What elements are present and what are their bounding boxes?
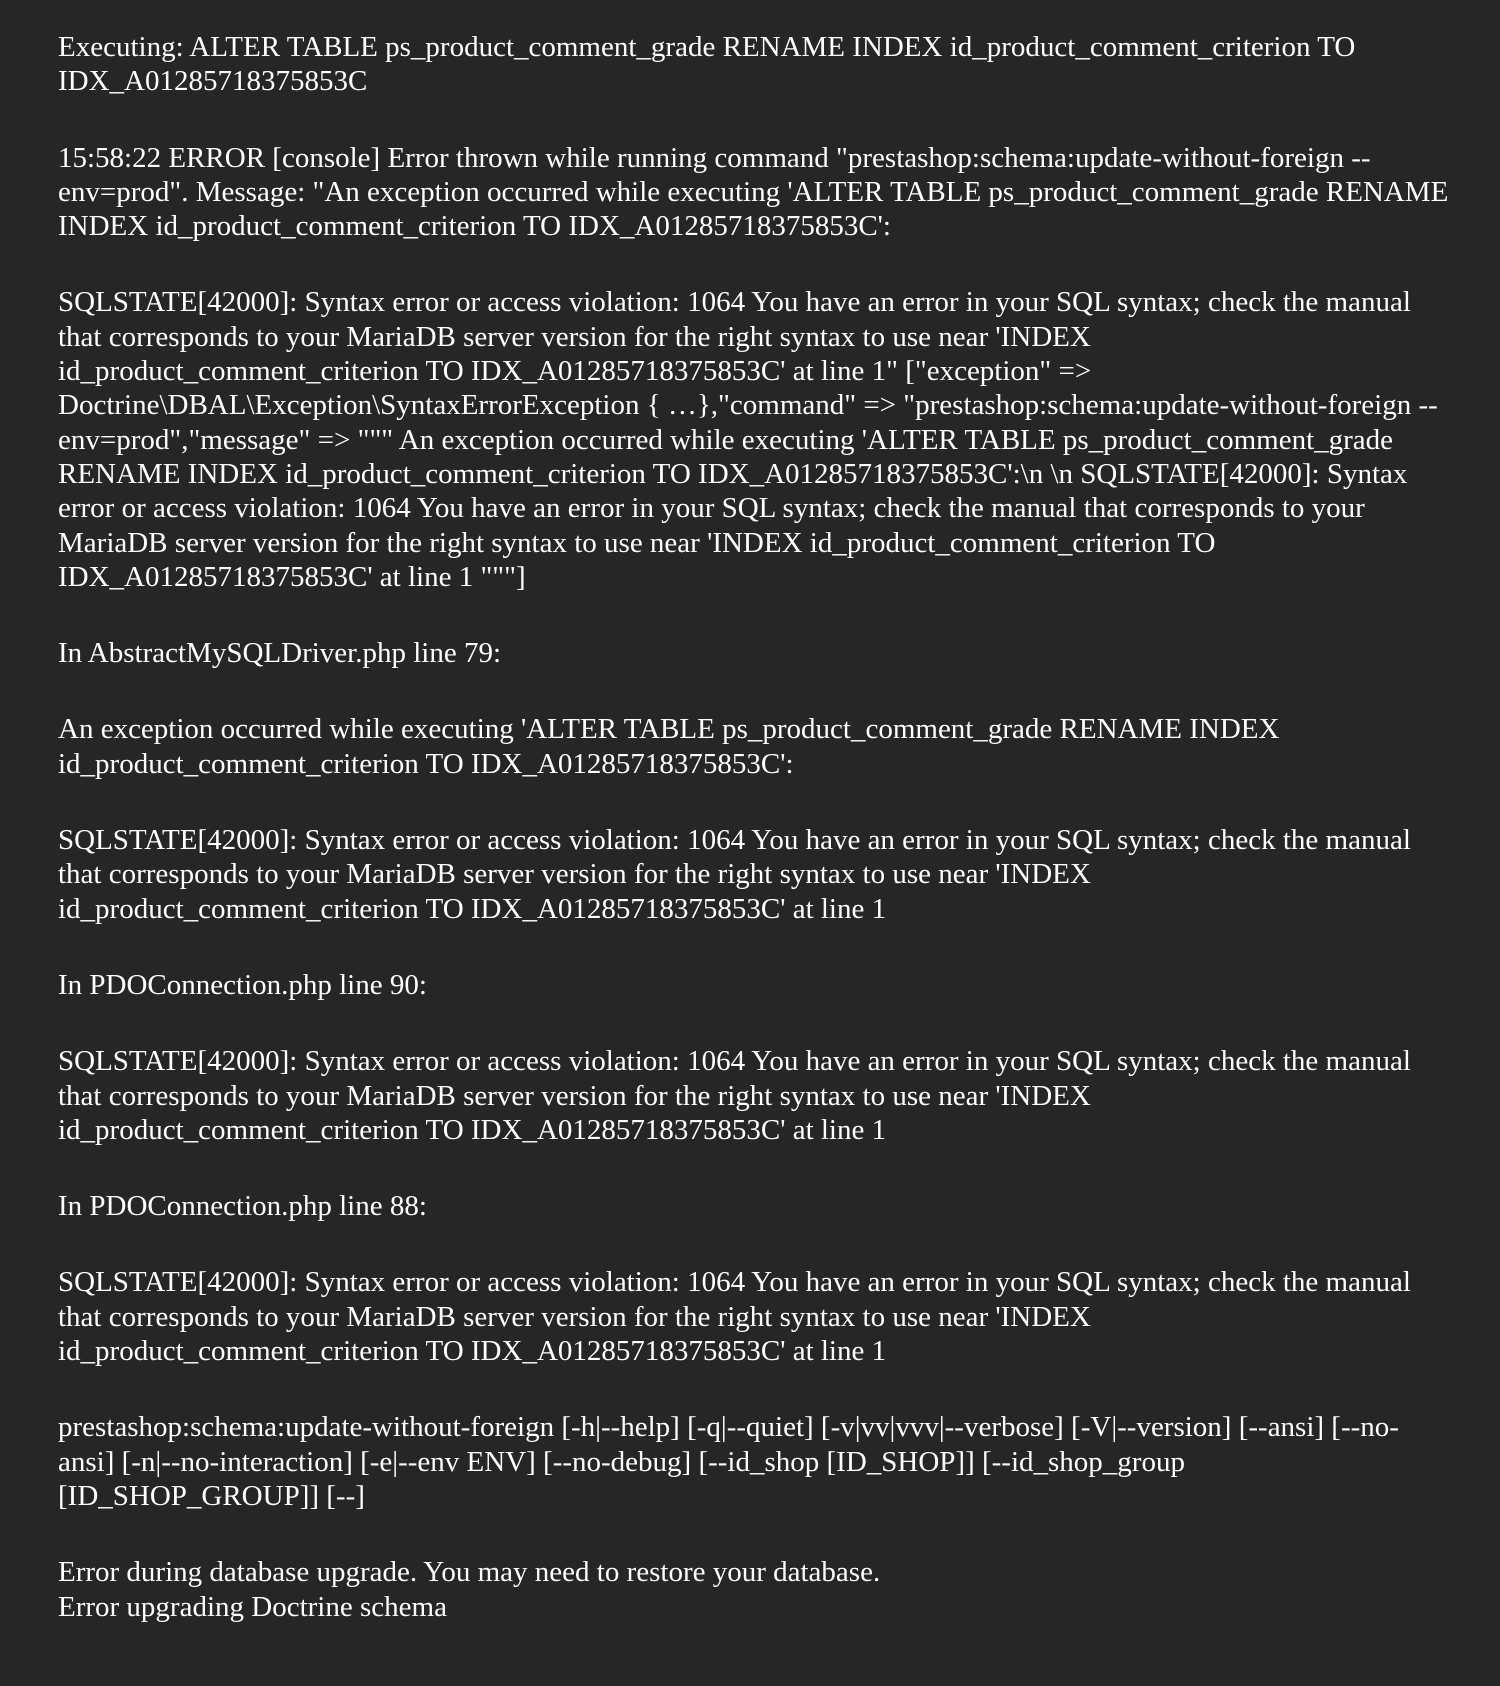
pdo-88-sqlstate: SQLSTATE[42000]: Syntax error or access violation: 1064 You have an error in your SQL syntax; check the manual that corresponds to your MariaDB server version for the right syntax to use near 'INDEX id_product_comment_criterion TO IDX_A01285718375853C' at line 1 (58, 1266, 1419, 1368)
section-heading-pdo-90: In PDOConnection.php line 90: (58, 968, 427, 1001)
abstract-driver-sqlstate: SQLSTATE[42000]: Syntax error or access violation: 1064 You have an error in your SQL syntax; check the manual that corresponds to your MariaDB server version for the right syntax to use near 'INDEX id_product_comment_criterion TO IDX_A01285718375853C' at line 1 (58, 824, 1419, 925)
abstract-driver-exception: An exception occurred while executing 'ALTER TABLE ps_product_comment_grade RENAME INDEX id_product_comment_criterion TO IDX_A01285718375853C': (58, 713, 1287, 780)
error-header: 15:58:22 ERROR [console] Error thrown while running command "prestashop:schema:update-without-foreign --env=prod". Message: "An exception occurred while executing 'ALTER TABLE ps_product_comment_grade RENAME INDEX id_product_comment_criterion TO IDX_A01285718375853C': (58, 141, 1456, 243)
executing-line: Executing: ALTER TABLE ps_product_comment_grade RENAME INDEX id_product_comment_criterion TO IDX_A01285718375853C (58, 31, 1363, 98)
final-error-line-1: Error during database upgrade. You may need to restore your database. (58, 1556, 881, 1589)
command-usage: prestashop:schema:update-without-foreign [-h|--help] [-q|--quiet] [-v|vv|vvv|--verbose] [-V|--version] [--ansi] [--no-ansi] [-n|--no-interaction] [-e|--env ENV] [--no-debug] [--id_shop [ID_SHOP]] [--id_shop_group [ID_SHOP_GROUP]] [--] (58, 1411, 1399, 1512)
final-error-line-2: Error upgrading Doctrine schema (58, 1590, 447, 1623)
section-heading-abstract-driver: In AbstractMySQLDriver.php line 79: (58, 637, 502, 670)
section-heading-pdo-88: In PDOConnection.php line 88: (58, 1190, 427, 1223)
error-detail: SQLSTATE[42000]: Syntax error or access violation: 1064 You have an error in your SQL syntax; check the manual that corresponds to your MariaDB server version for the right syntax to use near 'INDEX id_product_comment_criterion TO IDX_A01285718375853C' at line 1" ["exception" => Doctrine\DBAL\Exception\SyntaxErrorException { …},"command" => "prestashop:schema:update-without-foreign --env=prod","message" => """ An exception occurred while executing 'ALTER TABLE ps_product_comment_grade RENAME INDEX id_product_comment_criterion TO IDX_A01285718375853C':\n \n SQLSTATE[42000]: Syntax error or access violation: 1064 You have an error in your SQL syntax; check the manual that corresponds to your MariaDB server version for the right syntax to use near 'INDEX id_product_comment_criterion TO IDX_A01285718375853C' at line 1 """] (58, 286, 1438, 593)
pdo-90-sqlstate: SQLSTATE[42000]: Syntax error or access violation: 1064 You have an error in your SQL syntax; check the manual that corresponds to your MariaDB server version for the right syntax to use near 'INDEX id_product_comment_criterion TO IDX_A01285718375853C' at line 1 (58, 1045, 1419, 1146)
